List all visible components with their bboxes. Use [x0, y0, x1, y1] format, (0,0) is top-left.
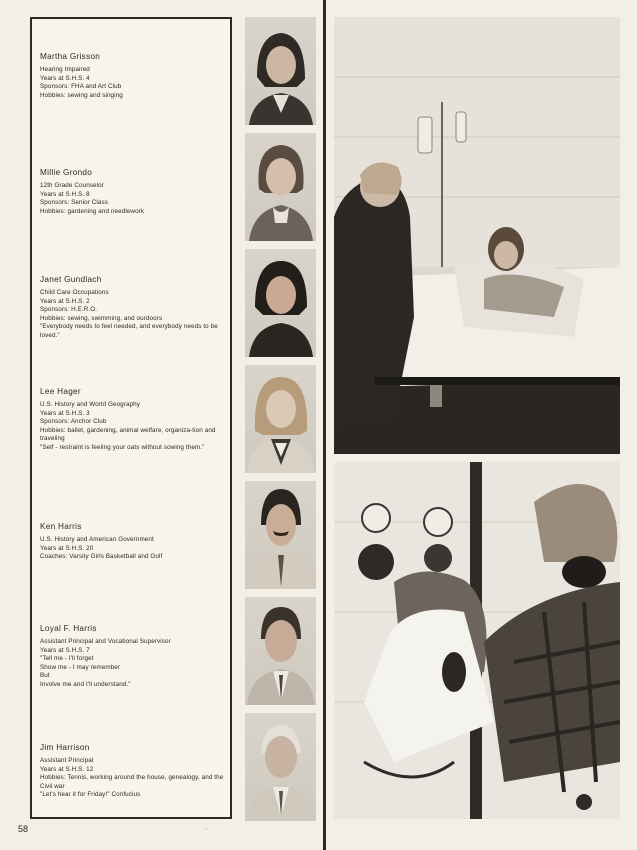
page-divider	[323, 0, 326, 850]
bio-line: Hobbies: gardening and needlework	[40, 207, 145, 215]
hospital-bed-photo	[334, 17, 620, 454]
bio-line: Show me - I may remember	[40, 663, 121, 671]
bio-line: Years at S.H.S. 3	[40, 409, 90, 417]
faculty-name: Martha Grisson	[40, 52, 101, 61]
bio-line: "Everybody needs to feel needed, and everybody needs to be loved."	[40, 323, 218, 339]
bio-line: Coaches: Varsity Girls Basketball and Golf	[40, 553, 163, 561]
portrait-photo	[245, 481, 316, 589]
faculty-name: Loyal F. Harris	[40, 624, 97, 633]
portrait-photo	[245, 365, 316, 473]
bio-line: Years at S.H.S. 2	[40, 297, 90, 305]
bio-line: Hobbies: sewing and singing	[40, 91, 123, 99]
bio-jim-harrison	[40, 742, 230, 800]
faculty-name: Ken Harris	[40, 522, 82, 531]
bio-line: Child Care Occupations	[40, 289, 109, 296]
bio-line: "Self - restraint is feeling your oats without sowing them."	[40, 443, 205, 451]
portrait-photo	[245, 713, 316, 821]
bio-line: Hobbies: ballet, gardening, animal welfare, organiza-tion and traveling	[40, 426, 216, 443]
bio-line: Sponsors: H.E.R.O.	[40, 306, 98, 314]
bio-line: Hobbies: Tennis, working around the house, genealogy, and the Civil war	[40, 774, 224, 790]
portrait-photo	[245, 133, 316, 241]
bio-line: Hobbies: sewing, swimming, and ourdoors	[40, 314, 163, 322]
bio-line: Years at S.H.S. 20	[40, 544, 94, 552]
bio-martha-grisson	[40, 51, 230, 100]
bio-ken-harris	[40, 521, 230, 562]
bio-line: "Tell me - I'll forget	[40, 655, 94, 663]
bio-line: Hearing Impaired	[40, 66, 90, 73]
bio-line: U.S. History and World Geography	[40, 401, 141, 408]
bio-line: Sponsors: FHA and Art Club	[40, 83, 122, 91]
welding-class-photo	[334, 462, 620, 819]
bio-loyal-f-harris	[40, 623, 230, 690]
faculty-name: Jim Harrison	[40, 743, 90, 752]
portrait-photo	[245, 17, 316, 125]
bio-line: Sponsors: Senior Class	[40, 199, 108, 207]
bio-line: Years at S.H.S. 7	[40, 646, 90, 654]
page-number: 58	[18, 824, 29, 834]
faculty-name: Millie Grondo	[40, 168, 93, 177]
bio-line: Years at S.H.S. 12	[40, 765, 94, 773]
portrait-photo	[245, 249, 316, 357]
bio-line: 12th Grade Counselor	[40, 182, 104, 189]
bio-line: Assistant Principal	[40, 757, 94, 764]
bio-line: Sponsors: Anchor Club	[40, 418, 107, 426]
bio-line: Involve me and I'll understand."	[40, 680, 131, 688]
scan-mark: '	[206, 829, 208, 835]
bio-line: "Let's hear it for Friday!" Confucius	[40, 791, 141, 799]
bio-millie-grondo	[40, 167, 230, 216]
bio-janet-gundlach	[40, 274, 230, 341]
faculty-name: Janet Gundlach	[40, 275, 102, 284]
bio-line: Years at S.H.S. 8	[40, 190, 90, 198]
bio-line: Years at S.H.S. 4	[40, 74, 90, 82]
bio-line: Assistant Principal and Vocational Supervisor	[40, 638, 171, 645]
faculty-bio-panel	[30, 17, 232, 819]
bio-line: U.S. History and American Government	[40, 536, 154, 543]
portrait-photo	[245, 597, 316, 705]
bio-line: But	[40, 672, 50, 680]
faculty-name: Lee Hager	[40, 387, 81, 396]
bio-lee-hager	[40, 386, 230, 453]
